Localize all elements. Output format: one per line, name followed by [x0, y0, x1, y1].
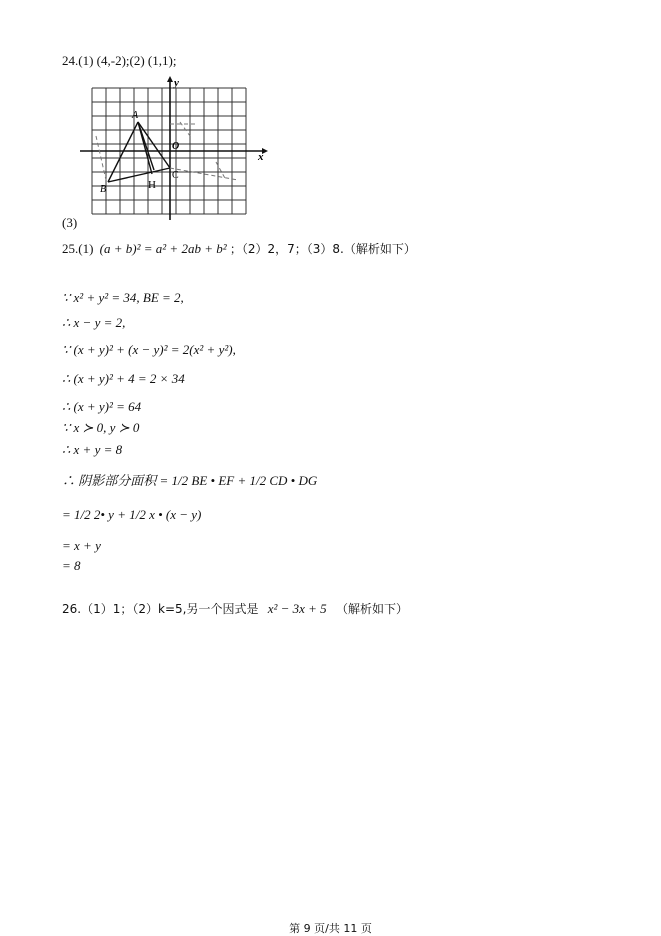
point-a-label: A — [132, 110, 139, 121]
q24-part3: (3) — [62, 215, 78, 230]
q25-line-6: ∵ x ≻ 0, y ≻ 0 — [62, 420, 140, 435]
q25-line-8: ∴ 阴影部分面积 = 1/2 BE • EF + 1/2 CD • DG — [62, 473, 318, 488]
q25-line-9: = 1/2 2• y + 1/2 x • (x − y) — [62, 507, 202, 522]
origin-label: O — [172, 141, 180, 152]
point-h-label: H — [148, 179, 156, 191]
q26-factor: x² − 3x + 5 — [267, 601, 327, 616]
q25-line-7: ∴ x + y = 8 — [62, 442, 123, 457]
q25-line-1: ∵ x² + y² = 34, BE = 2, — [62, 290, 184, 305]
q25-header: 25.(1) (a + b)² = a² + 2ab + b² ；（2）2，7；（3）8.（解析如下） — [62, 241, 416, 256]
q25-line-3: ∵ (x + y)² + (x − y)² = 2(x² + y²), — [62, 342, 236, 357]
page-footer: 第 9 页/共 11 页 — [289, 922, 372, 935]
x-axis-label: x — [258, 151, 264, 163]
axes — [80, 80, 262, 220]
q24-coordinate-figure — [78, 76, 278, 224]
q25-line-5: ∴ (x + y)² = 64 — [62, 399, 142, 414]
q25-line-4: ∴ (x + y)² + 4 = 2 × 34 — [62, 371, 185, 386]
point-c-label: C — [172, 170, 179, 181]
q24-answer: 24.(1) (4,-2);(2) (1,1); — [62, 53, 177, 68]
q26-answer: 26.（1）1；（2）k=5,另一个因式是 x² − 3x + 5 （解析如下） — [62, 601, 408, 616]
q25-identity: (a + b)² = a² + 2ab + b² — [99, 241, 227, 256]
q25-line-10: = x + y — [62, 538, 101, 553]
y-axis-label: y — [174, 77, 179, 89]
q25-line-2: ∴ x − y = 2, — [62, 315, 126, 330]
q25-line-11: = 8 — [62, 558, 81, 573]
point-b-label: B — [100, 184, 107, 195]
